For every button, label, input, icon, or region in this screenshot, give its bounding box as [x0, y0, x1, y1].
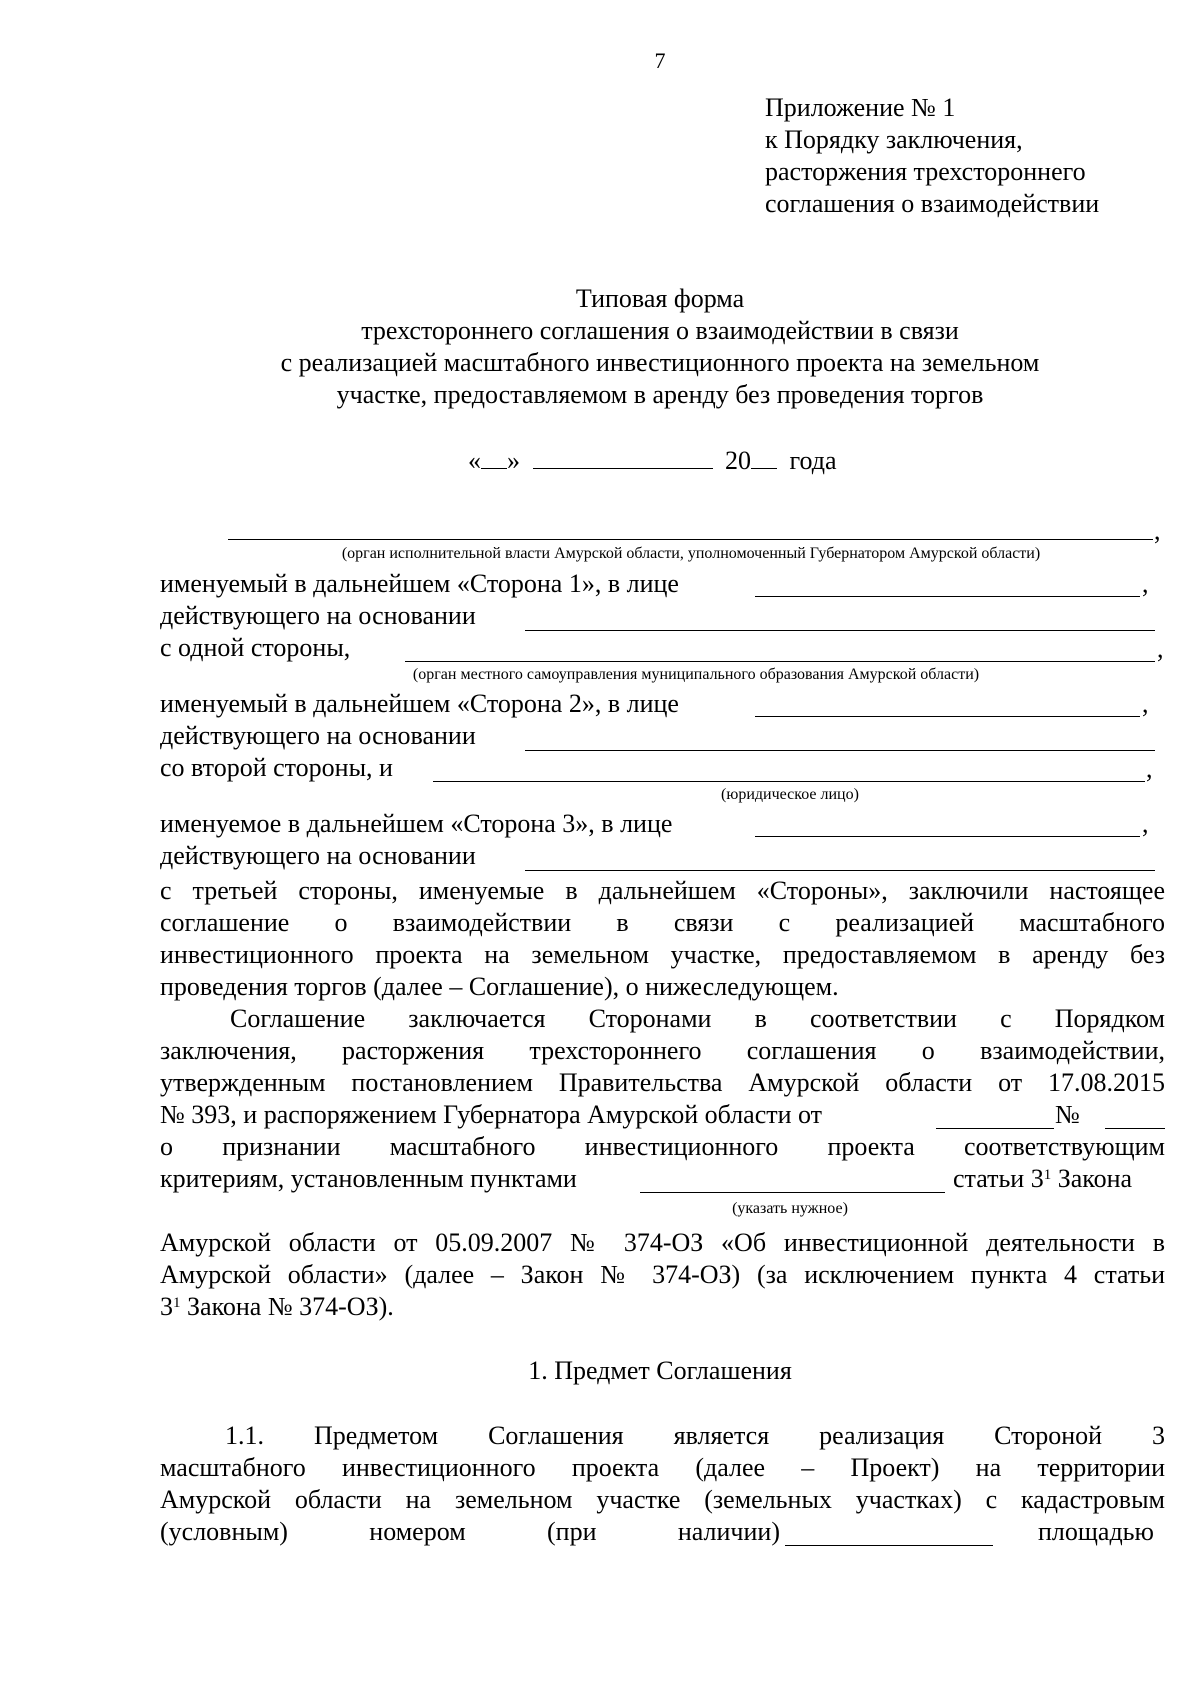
annex-line: Приложение № 1 [765, 93, 956, 122]
body-line: проведения торгов (далее – Соглашение), о нижеследующем. [160, 972, 839, 1001]
article-number: 3 [160, 1292, 173, 1321]
comma: , [1154, 516, 1161, 545]
party2-basis-blank[interactable] [525, 750, 1155, 751]
body-line: Соглашение заключается Сторонами в соответствии с Порядком [230, 1004, 1165, 1033]
article-label: статьи 3 [953, 1164, 1044, 1193]
order-text: № 393, и распоряжением Губернатора Амурской области от [160, 1100, 823, 1129]
month-blank[interactable] [533, 446, 713, 469]
superscript: 1 [173, 1295, 181, 1311]
party2-acting-label: действующего на основании [160, 721, 476, 750]
day-blank[interactable] [481, 446, 507, 469]
year-suffix: года [789, 446, 837, 475]
party3-caption: (юридическое лицо) [721, 786, 859, 803]
number-sign: № [1055, 1100, 1080, 1129]
party2-blank-line[interactable] [405, 661, 1155, 662]
body-line: о признании масштабного инвестиционного проекта соответствующим [160, 1132, 1165, 1161]
law-label: Закона [1057, 1164, 1133, 1193]
body-line: соглашение о взаимодействии в связи с реализацией масштабного [160, 908, 1165, 937]
party3-named-label: именуемое в дальнейшем «Сторона 3», в лице [160, 809, 673, 838]
article-text [953, 1163, 1132, 1195]
party1-side-row [160, 632, 1165, 664]
title-line: трехстороннего соглашения о взаимодействии в связи [361, 316, 959, 345]
body-line: 1.1. Предметом Соглашения является реализация Стороной 3 [225, 1421, 1165, 1450]
body-line: масштабного инвестиционного проекта (далее – Проект) на территории [160, 1453, 1165, 1482]
date-close-quote: » [507, 446, 520, 475]
party2-caption: (орган местного самоуправления муниципального образования Амурской области) [412, 666, 980, 683]
body-line: с третьей стороны, именуемые в дальнейшем «Стороны», заключили настоящее [160, 876, 1165, 905]
cadastral-text: (условным) номером (при наличии) [160, 1517, 780, 1546]
section-heading: 1. Предмет Соглашения [528, 1356, 792, 1385]
order-number-blank[interactable] [1105, 1128, 1165, 1129]
party1-acting-label: действующего на основании [160, 601, 476, 630]
party2-person-blank[interactable] [755, 716, 1140, 717]
annex-line: расторжения трехстороннего [765, 157, 1086, 186]
body-line-with-blanks [160, 1099, 1165, 1131]
title-line: участке, предоставляемом в аренду без проведения торгов [336, 380, 984, 409]
criteria-text: критериям, установленным пунктами [160, 1164, 577, 1193]
specify-caption: (указать нужное) [732, 1200, 848, 1217]
party3-acting-label: действующего на основании [160, 841, 476, 870]
body-line: инвестиционного проекта на земельном участке, предоставляемом в аренду без [160, 940, 1165, 969]
party1-caption: (орган исполнительной власти Амурской области, уполномоченный Губернатором Амурской области) [341, 545, 1041, 562]
party3-blank-line[interactable] [433, 781, 1145, 782]
year-blank[interactable] [751, 446, 777, 469]
law-ref: Закона № 374-ОЗ). [187, 1292, 394, 1321]
body-line [160, 1291, 1165, 1323]
party2-named-label: именуемый в дальнейшем «Сторона 2», в лице [160, 689, 679, 718]
points-blank[interactable] [640, 1192, 945, 1193]
party1-acting-row [160, 600, 1165, 632]
comma: , [1142, 569, 1149, 598]
party3-basis-blank[interactable] [525, 870, 1155, 871]
annex-line: соглашения о взаимодействии [765, 189, 1100, 218]
page-number: 7 [654, 48, 666, 73]
body-line: заключения, расторжения трехстороннего соглашения о взаимодействии, [160, 1036, 1165, 1065]
date-open-quote: « [468, 446, 481, 475]
body-line: Амурской области на земельном участке (земельных участках) с кадастровым [160, 1485, 1165, 1514]
party2-side-label: со второй стороны, и [160, 753, 393, 782]
party1-person-blank[interactable] [755, 596, 1140, 597]
order-date-blank[interactable] [936, 1128, 1054, 1129]
party1-blank-line[interactable] [228, 539, 1153, 540]
annex-line: к Порядку заключения, [765, 125, 1023, 154]
party1-basis-blank[interactable] [525, 630, 1155, 631]
comma: , [1157, 634, 1164, 663]
party1-named-label: именуемый в дальнейшем «Сторона 1», в лице [160, 569, 679, 598]
year-prefix: 20 [725, 446, 751, 475]
party3-acting-row [160, 840, 1165, 872]
annex-header [765, 92, 1099, 220]
superscript: 1 [1043, 1167, 1052, 1183]
party1-side-label: с одной стороны, [160, 633, 351, 662]
party3-person-blank[interactable] [755, 836, 1140, 837]
cadastral-number-blank[interactable] [785, 1545, 993, 1546]
comma: , [1146, 754, 1153, 783]
comma: , [1142, 809, 1149, 838]
body-line: утвержденным постановлением Правительства Амурской области от 17.08.2015 [160, 1068, 1165, 1097]
body-line [160, 1516, 800, 1548]
party2-side-row [160, 752, 1165, 784]
body-line: Амурской области» (далее – Закон № 374-ОЗ) (за исключением пункта 4 статьи [160, 1260, 1165, 1289]
comma: , [1142, 689, 1149, 718]
party2-acting-row [160, 720, 1165, 752]
title-line: с реализацией масштабного инвестиционного проекта на земельном [280, 348, 1040, 377]
date-line [468, 445, 837, 477]
body-line: Амурской области от 05.09.2007 № 374-ОЗ «Об инвестиционной деятельности в [160, 1228, 1165, 1257]
title-line: Типовая форма [575, 284, 745, 313]
area-label: площадью [1038, 1517, 1154, 1546]
